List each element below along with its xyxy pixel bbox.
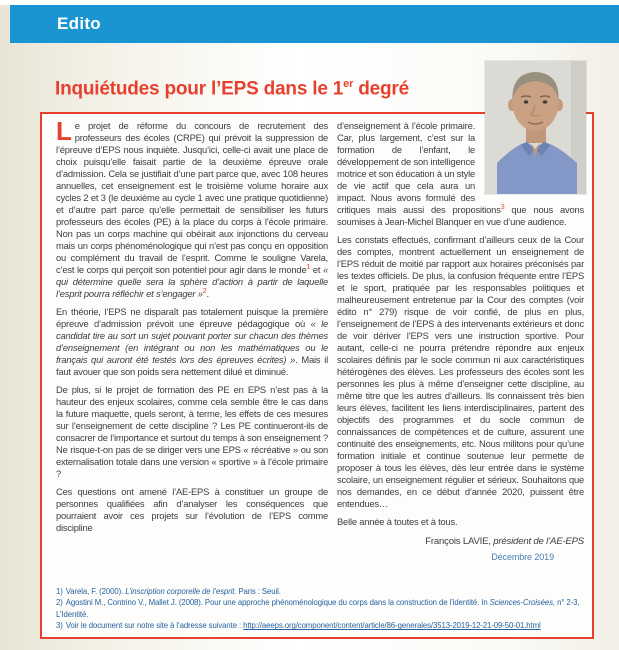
footnote-3: 3) Voir le document sur notre site à l’adresse suivante : http://aeeps.org/component/content/article/86-generales/3513-2019-12-21-09-50-01.html	[56, 621, 541, 631]
paragraph-2: En théorie, l’EPS ne disparaît pas totalement puisque la première épreuve d’admission prévoit une épreuve pédagogique où « le candidat tire au sort un sujet pouvant porter sur chacun des thèmes d’enseignement (en intégrant ou non les mathématiques ou le français qui auront été testés lors des épreuves écrites) ». Mais il faut avouer que son poids sera nettement dilué et diminué.	[56, 306, 328, 377]
footnotes	[56, 586, 582, 632]
footnote-1: 1) Varela, F. (2000). L’inscription corporelle de l’esprit. Paris : Seuil.	[56, 586, 281, 596]
paragraph-3: De plus, si le projet de formation des PE en EPS n’est pas à la hauteur des enjeux scolaires, comme cela semble être le cas dans la future maquette, quels seront, à terme, les effets de ces mesures sur l’enseignement de cette discipline ? Les PE continueront-ils de consacrer de l’importance et surtout du temps à son enseignement ? Ne risque-t-on pas de se diriger vers une EPS « récréative » ou son externalisation totale dans une version « sportive » à l’école primaire ?	[56, 384, 328, 479]
left-column	[56, 116, 328, 562]
paragraph-6: Les constats effectués, confirmant d’ailleurs ceux de la Cour des comptes, montrent actuellement un enseignement de l’EPS réduit de moitié par rapport aux horaires préconisés par les textes officiels. De plus, la confusion fréquente entre l’EPS et le sport, pratiquée par les responsables politiques et malheureusement entretenue par la Cour des comptes (voir édito n° 279) risque de voir confié, de plus en plus, l’enseignement de l’EPS à des intervenants extérieurs et donc de voir dériver l’EPS vers une instruction sportive. Pour autant, celle-ci ne pourra prétendre répondre aux enjeux scolaires définis par le socle commun ni aux caractéristiques hétérogènes des élèves. Les professeurs des écoles sont les personnes les plus à même d’enseigner cette discipline, au même titre que les autres d’ailleurs. Ils connaissent très bien leurs élèves, facilitent les liens interdisciplinaires, partent des objectifs des programmes et du socle commun de connaissances de compétences et de culture, assurent une continuité des enseignements, etc. Nous militons pour qu’une formation initiale et continue soutenue leur permette de proposer à tous les élèves, dès leur entrée dans le système scolaire, un enseignement régulier et sérieux. Souhaitons que nos demandes, en ce début d’année 2020, puissent être entendues…	[337, 234, 584, 509]
edito-header-bar	[10, 5, 619, 43]
author-role: président de l’AE-EPS	[493, 536, 584, 547]
signature-line	[337, 536, 584, 547]
footnote-ref-3: 3	[500, 203, 505, 211]
footnote-link[interactable]: http://aeeps.org/component/content/article/86-generales/3513-2019-12-21-09-50-01.html	[243, 621, 541, 631]
paragraph-7: Belle année à toutes et à tous.	[337, 516, 458, 527]
portrait-photo	[485, 61, 586, 194]
page-title: Inquiétudes pour l’EPS dans le 1er degré	[55, 78, 409, 100]
paragraph-1: Le projet de réforme du concours de recrutement des professeurs des écoles (CRPE) qui prévoit la suppression de l’épreuve d’EPS nous inquiète. Jusqu’ici, celle-ci avait une place de choix puisqu’elle faisait partie de la deuxième épreuve orale d’admission. Cela se justifiait d’une part parce que, avec 108 heures annuelles, cet enseignement est le troisième volume horaire aux cycles 2 et 3 (le deuxième au cycle 1 avec une pratique quotidienne) et d’autre part parce qu’elle permettait de sensibiliser les futurs professeurs des écoles (PE) à la place du corps à l’école primaire. Non pas un corps machine qui obéirait aux injonctions du cerveau mais un corps phénoménologique qui n’est pas conçu en opposition ou complément du travail de l’esprit. Comme le souligne Varela, c’est le corps qui perçoit son potentiel pour agir dans le monde$^1$ et « qui détermine quelle sera la sphère d’action à partir de laquelle l’esprit pourra réfléchir et s’engager »$^2$.	[56, 116, 328, 299]
dropcap: L	[56, 116, 72, 146]
paragraph-5: d’enseignement à l’école primaire. Car, plus largement, c’est sur la formation de l’enfant, le développement de son intelligence motrice et son éducation à un style de vie actif que cela aura un impact. Nous avons formulé des critiques mais aussi des propositions$^3$ que nous avons soumises à Jean-Michel Blanquer en vue d’une audience.	[337, 120, 584, 227]
footnote-ref-2: 2	[202, 287, 207, 295]
edito-header-label: Edito	[57, 14, 101, 33]
eye-left	[524, 100, 528, 103]
eye-right	[543, 100, 547, 103]
footnote-2: 2) Agostini M., Contrino V., Mallet J. (2008). Pour une approche phénoménologique du corps dans la construction de l’identité. In Sciences-Croisées, n° 2-3, L’Identité.	[56, 598, 580, 619]
author-name: François LAVIE,	[425, 536, 494, 547]
paragraph-4: Ces questions ont amené l’AE-EPS à constituer un groupe de personnes qualifiées afin d’analyser les conséquences que pourraient avoir ces projets sur l’évolution de l’EPS comme discipline	[56, 486, 328, 533]
signature-date: Décembre 2019	[491, 552, 554, 562]
title-superscript: er	[343, 78, 354, 90]
footnote-ref-1: 1	[306, 263, 311, 271]
